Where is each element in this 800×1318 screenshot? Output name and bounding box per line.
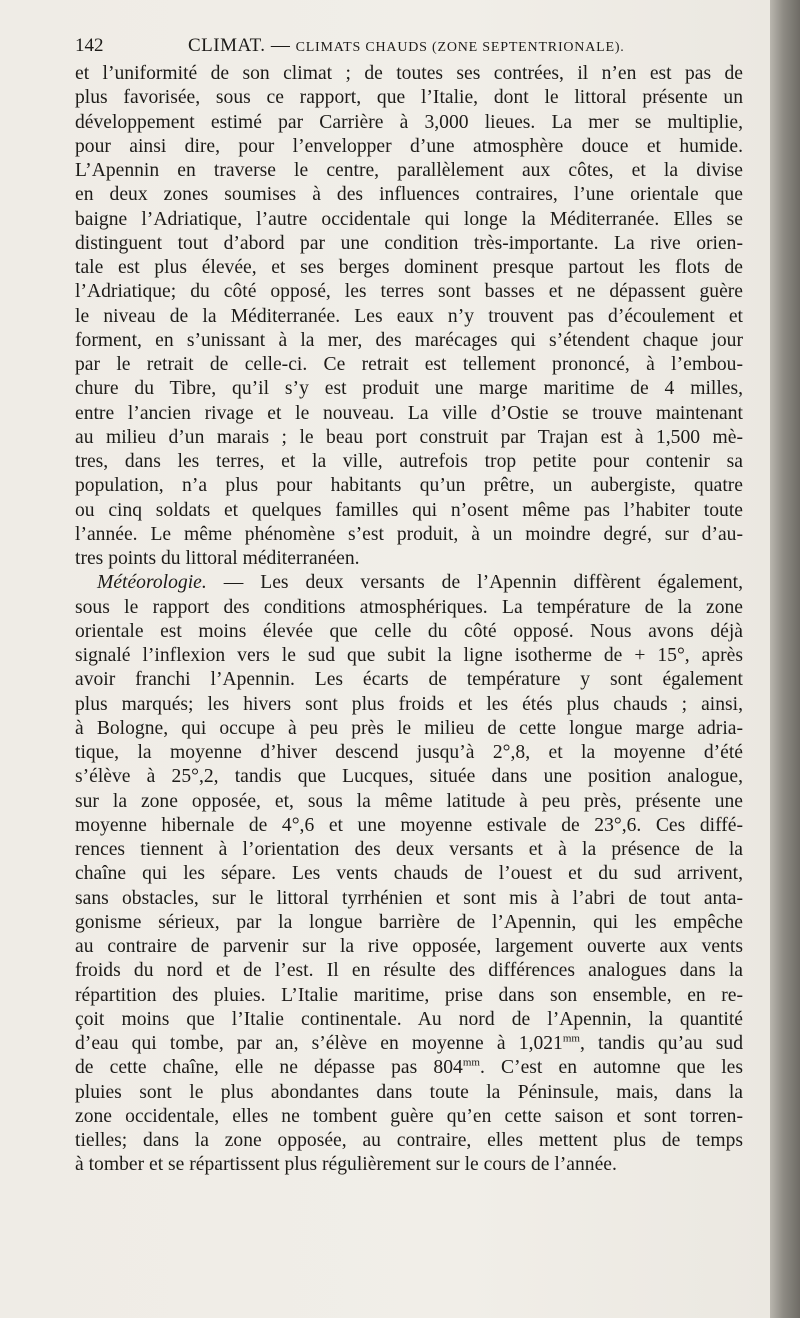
text-line: avoir franchi l’Apennin. Les écarts de température y sont également xyxy=(75,669,743,691)
text-line: à tomber et se répartissent plus régulièrement sur le cours de l’année. xyxy=(75,1154,617,1176)
page-number: 142 xyxy=(75,35,104,56)
text-line: l’année. Le même phénomène s’est produit, à un moindre degré, sur d’au- xyxy=(75,523,743,545)
text-line: moyenne hibernale de 4°,6 et une moyenne estivale de 23°,6. Ces diffé- xyxy=(75,814,743,836)
text-line: çoit moins que l’Italie continentale. Au nord de l’Apennin, la quantité xyxy=(75,1008,743,1030)
text-line: L’Apennin en traverse le centre, parallèlement aux côtes, et la divise xyxy=(75,160,743,181)
text-line: entre l’ancien rivage et le nouveau. La ville d’Ostie se trouve maintenant xyxy=(75,402,743,424)
text-line: répartition des pluies. L’Italie maritime, prise dans son ensemble, en re- xyxy=(75,984,743,1006)
text-line: plus favorisée, sous ce rapport, que l’Italie, dont le littoral présente un xyxy=(75,87,743,109)
text-line: de cette chaîne, elle ne dépasse pas $804^{mm}$. C’est en automne que les xyxy=(75,1056,743,1079)
text-line: baigne l’Adriatique, l’autre occidentale qui longe la Méditerranée. Elles se xyxy=(75,208,743,230)
text-line: forment, en s’unissant à la mer, des marécages qui s’étendent chaque jour xyxy=(75,329,743,351)
text-line: chaîne qui les sépare. Les vents chauds de l’ouest et du sud arrivent, xyxy=(75,863,743,885)
text-line: pluies sont le plus abondantes dans toute la Péninsule, mais, dans la xyxy=(75,1081,743,1103)
text-line: orientale est moins élevée que celle du côté opposé. Nous avons déjà xyxy=(75,620,743,642)
paragraph-1 xyxy=(75,62,743,571)
paragraph-2 xyxy=(75,571,743,1177)
text-line: sans obstacles, sur le littoral tyrrhénien et sont mis à l’abri de tout anta- xyxy=(75,887,743,909)
text-line: et l’uniformité de son climat ; de toutes ses contrées, il n’en est pas de xyxy=(75,63,743,84)
section-lead-rest: — Les deux versants de l’Apennin diffèrent également, xyxy=(206,572,743,594)
text-line: sur la zone opposée, et, sous la même latitude à peu près, présente une xyxy=(75,790,743,812)
text-line: froids du nord et de l’est. Il en résulte des différences analogues dans la xyxy=(75,960,743,982)
text-line: distinguent tout d’abord par une condition très-importante. La rive orien- xyxy=(75,232,743,254)
text-line: chure du Tibre, qu’il s’y est produit une marge maritime de 4 milles, xyxy=(75,378,743,400)
text-line: le niveau de la Méditerranée. Les eaux n’y trouvent pas d’écoulement et xyxy=(75,305,743,327)
book-gutter xyxy=(770,0,800,1318)
text-line: tielles; dans la zone opposée, au contraire, elles mettent plus de temps xyxy=(75,1130,743,1151)
running-head-subtitle: CLIMATS CHAUDS (ZONE SEPTENTRIONALE). xyxy=(295,40,625,55)
text-line: zone occidentale, elles ne tombent guère qu’en cette saison et sont torren- xyxy=(75,1105,743,1127)
text-line: au contraire de parvenir sur la rive opposée, largement ouverte aux vents xyxy=(75,936,743,957)
text-line: plus marqués; les hivers sont plus froids et les étés plus chauds ; ainsi, xyxy=(75,693,743,715)
text-line: en deux zones soumises à des influences contraires, l’une orientale que xyxy=(75,184,743,206)
running-head-title: CLIMAT. xyxy=(188,35,266,56)
text-line: s’élève à 25°,2, tandis que Lucques, située dans une position analogue, xyxy=(75,766,743,788)
running-head-dash: — xyxy=(270,35,291,56)
text-line: population, n’a plus pour habitants qu’un prêtre, un aubergiste, quatre xyxy=(75,475,743,497)
text-line: tique, la moyenne d’hiver descend jusqu’à 2°,8, et la moyenne d’été xyxy=(75,742,743,763)
running-head xyxy=(188,32,625,62)
text-line: sous le rapport des conditions atmosphériques. La température de la zone xyxy=(75,596,743,618)
text-line: signalé l’inflexion vers le sud que subit la ligne isotherme de + 15°, après xyxy=(75,645,743,666)
text-line: rences tiennent à l’orientation des deux versants et à la présence de la xyxy=(75,839,743,860)
text-line: à Bologne, qui occupe à peu près le milieu de cette longue marge adria- xyxy=(75,717,743,739)
text-line: pour ainsi dire, pour l’envelopper d’une atmosphère douce et humide. xyxy=(75,135,743,157)
section-lead: Météorologie. xyxy=(97,572,207,594)
page-header xyxy=(75,32,743,60)
body-text xyxy=(75,62,743,1178)
text-line: tale est plus élevée, et ses berges dominent presque partout les flots de xyxy=(75,257,743,278)
text-line: d’eau qui tombe, par an, s’élève en moyenne à $1,021^{mm}$, tandis qu’au sud xyxy=(75,1032,743,1054)
text-line: gonisme sérieux, par la longue barrière de l’Apennin, qui les empêche xyxy=(75,911,743,933)
text-line: tres, dans les terres, et la ville, autrefois trop petite pour contenir sa xyxy=(75,451,743,472)
text-line: développement estimé par Carrière à 3,000 lieues. La mer se multiplie, xyxy=(75,111,743,133)
text-line: tres points du littoral méditerranéen. xyxy=(75,548,360,569)
text-line: au milieu d’un marais ; le beau port construit par Trajan est à 1,500 mè- xyxy=(75,426,743,448)
text-line xyxy=(75,571,743,595)
text-line: l’Adriatique; du côté opposé, les terres sont basses et ne dépassent guère xyxy=(75,281,743,303)
text-line: ou cinq soldats et quelques familles qui n’osent même pas l’habiter toute xyxy=(75,499,743,521)
text-line: par le retrait de celle-ci. Ce retrait est tellement prononcé, à l’embou- xyxy=(75,354,743,375)
